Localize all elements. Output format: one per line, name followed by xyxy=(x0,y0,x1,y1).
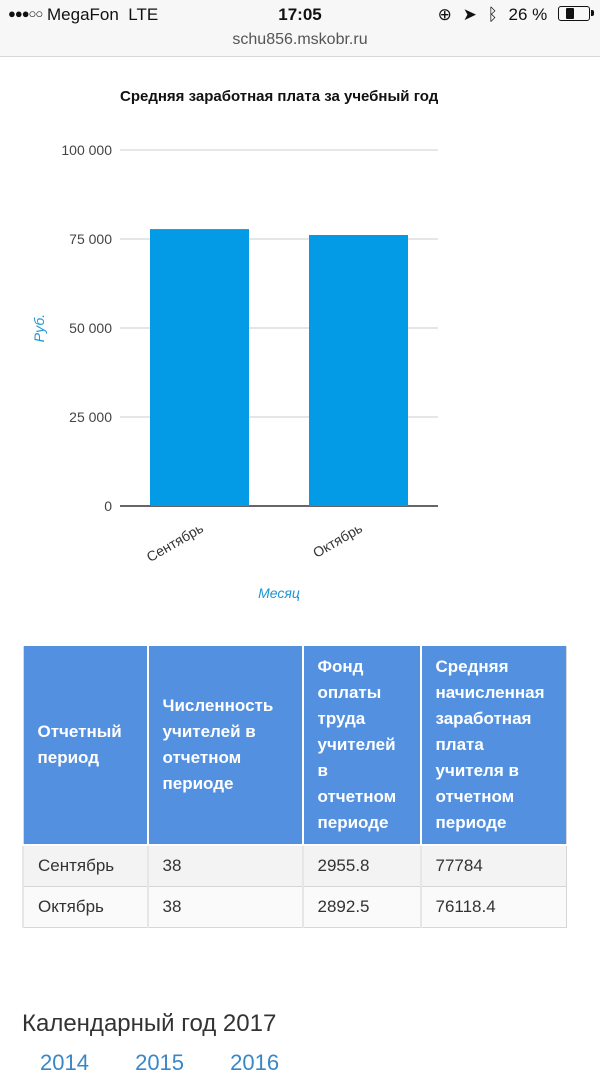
url-text: schu856.mskobr.ru xyxy=(232,31,368,48)
rotation-lock-icon: ⊕ xyxy=(437,5,452,24)
bar xyxy=(309,235,408,506)
cell-payroll-fund: 2892.5 xyxy=(303,887,421,928)
salary-table xyxy=(22,646,567,928)
y-tick-label: 100 000 xyxy=(61,142,112,158)
header-average-salary: Средняя начисленная заработная плата учителя в отчетном периоде xyxy=(421,646,567,845)
cell-teacher-count: 38 xyxy=(148,845,303,887)
table-row xyxy=(23,887,567,928)
cell-average-salary: 76118.4 xyxy=(421,887,567,928)
table-header-row xyxy=(23,646,567,845)
header-period: Отчетный период xyxy=(23,646,148,845)
battery-icon xyxy=(558,6,590,21)
header-payroll-fund: Фонд оплаты труда учителей в отчетном периоде xyxy=(303,646,421,845)
year-link-2015[interactable]: 2015 xyxy=(135,1050,185,1075)
signal-strength-icon: ●●●○○ xyxy=(8,6,43,21)
cell-period: Октябрь xyxy=(23,887,148,928)
battery-percent: 26 % xyxy=(508,5,548,24)
carrier-name: MegaFon xyxy=(47,5,119,24)
network-type: LTE xyxy=(128,5,159,24)
status-icons xyxy=(432,5,590,25)
calendar-year-heading: Календарный год 2017 xyxy=(22,1010,277,1037)
year-links xyxy=(40,1050,319,1076)
bluetooth-icon: ᛒ xyxy=(487,5,498,24)
y-tick-label: 25 000 xyxy=(69,409,112,425)
table-row xyxy=(23,845,567,887)
status-bar xyxy=(0,0,600,30)
cell-teacher-count: 38 xyxy=(148,887,303,928)
header-teacher-count: Численность учителей в отчетном периоде xyxy=(148,646,303,845)
chart-title: Средняя заработная плата за учебный год xyxy=(120,88,439,105)
salary-chart xyxy=(0,57,600,617)
chart-canvas xyxy=(0,57,600,617)
y-tick-label: 0 xyxy=(104,498,112,514)
x-axis-title: Месяц xyxy=(258,585,300,601)
y-tick-label: 50 000 xyxy=(69,320,112,336)
year-link-2016[interactable]: 2016 xyxy=(230,1050,280,1075)
cell-period: Сентябрь xyxy=(23,845,148,887)
x-tick-label: Сентябрь xyxy=(143,519,206,565)
clock: 17:05 xyxy=(278,5,322,24)
cell-payroll-fund: 2955.8 xyxy=(303,845,421,887)
y-tick-label: 75 000 xyxy=(69,231,112,247)
address-bar[interactable] xyxy=(0,30,600,57)
x-tick-label: Октябрь xyxy=(310,519,365,561)
bar xyxy=(150,229,249,506)
location-arrow-icon: ➤ xyxy=(462,5,477,24)
year-link-2014[interactable]: 2014 xyxy=(40,1050,89,1075)
y-axis-title: Руб. xyxy=(31,313,47,343)
cell-average-salary: 77784 xyxy=(421,845,567,887)
